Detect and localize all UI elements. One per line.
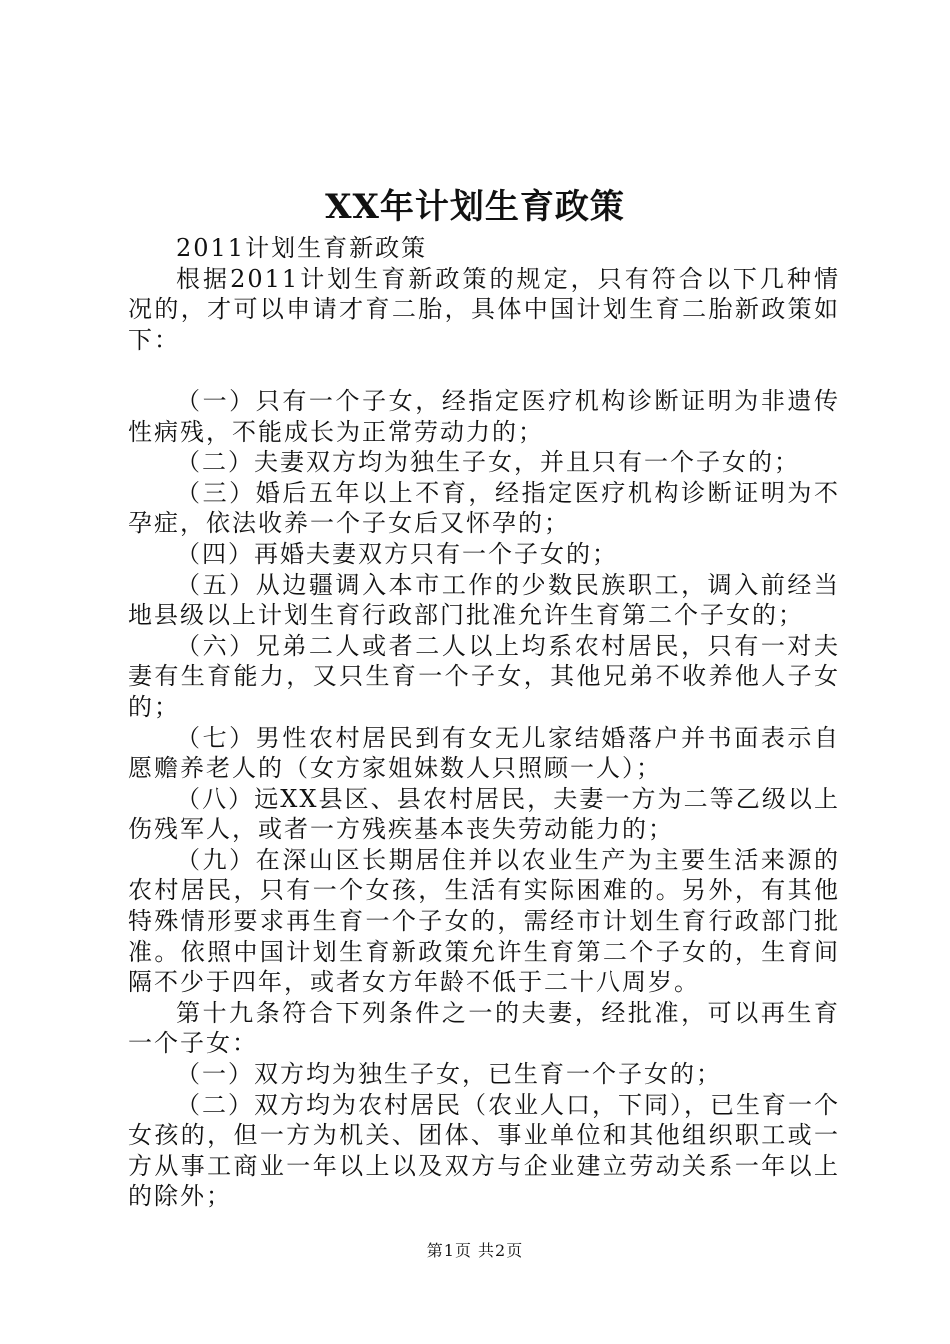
paragraph: （五）从边疆调入本市工作的少数民族职工，调入前经当地县级以上计划生育行政部门批准允许生育第二个子女的； <box>128 570 840 630</box>
paragraph: 根据2011计划生育新政策的规定，只有符合以下几种情况的，才可以申请才育二胎，具体中国计划生育二胎新政策如下： <box>128 264 840 354</box>
document-body <box>128 233 840 1212</box>
paragraph: （二）双方均为农村居民（农业人口，下同），已生育一个女孩的，但一方为机关、团体、事业单位和其他组织职工或一方从事工商业一年以上以及双方与企业建立劳动关系一年以上的除外； <box>128 1090 840 1211</box>
paragraph: （六）兄弟二人或者二人以上均系农村居民，只有一对夫妻有生育能力，又只生育一个子女，其他兄弟不收养他人子女的； <box>128 631 840 721</box>
paragraph: （三）婚后五年以上不育，经指定医疗机构诊断证明为不孕症，依法收养一个子女后又怀孕的； <box>128 478 840 538</box>
paragraph: （四）再婚夫妻双方只有一个子女的； <box>176 539 618 568</box>
paragraph: 2011计划生育新政策 <box>176 234 428 262</box>
paragraph: （二）夫妻双方均为独生子女，并且只有一个子女的； <box>176 448 800 477</box>
blank-line <box>128 355 840 386</box>
paragraph: （七）男性农村居民到有女无儿家结婚落户并书面表示自愿赡养老人的（女方家姐妹数人只照顾一人）； <box>128 723 840 783</box>
paragraph: （一）双方均为独生子女，已生育一个子女的； <box>176 1060 722 1089</box>
page-footer: 第1页 共2页 <box>426 1241 524 1260</box>
paragraph: （八）远XX县区、县农村居民，夫妻一方为二等乙级以上伤残军人，或者一方残疾基本丧失劳动能力的； <box>128 784 840 844</box>
paragraph: 第十九条符合下列条件之一的夫妻，经批准，可以再生育一个子女： <box>128 998 840 1058</box>
document-title: XX年计划生育政策 <box>325 187 625 227</box>
paragraph: （九）在深山区长期居住并以农业生产为主要生活来源的农村居民，只有一个女孩，生活有实际困难的。另外，有其他特殊情形要求再生育一个子女的，需经市计划生育行政部门批准。依照中国计划生育新政策允许生育第二个子女的，生育间隔不少于四年，或者女方年龄不低于二十八周岁。 <box>128 845 840 997</box>
paragraph: （一）只有一个子女，经指定医疗机构诊断证明为非遗传性病残，不能成长为正常劳动力的； <box>128 386 840 446</box>
